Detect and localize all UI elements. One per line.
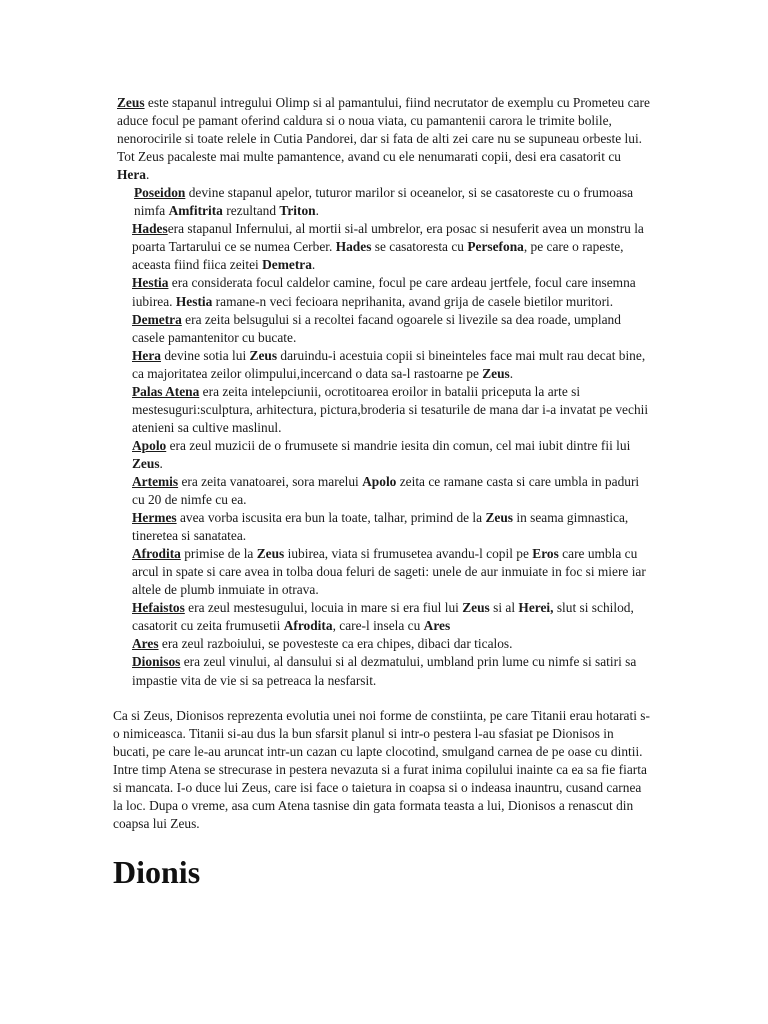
deity-name: Apolo — [132, 437, 167, 453]
paragraph-text: . — [159, 455, 163, 471]
deity-name: Palas Atena — [132, 383, 200, 399]
paragraph-text: . — [315, 203, 319, 219]
paragraph-text: era zeul muzicii de o frumusete si mandrie iesita din comun, cel mai iubit dintre fii lui — [166, 437, 631, 453]
deity-name: Dionisos — [132, 654, 181, 670]
deity-name: Hefaistos — [132, 600, 185, 616]
paragraph — [113, 599, 653, 635]
paragraph — [113, 220, 653, 274]
paragraph-text: , care-l insela cu — [332, 618, 424, 634]
deity-name: Poseidon — [134, 185, 186, 201]
paragraph-text: in seama gimnastica, tineretea si sanatatea. — [132, 510, 629, 544]
deity-name: Artemis — [132, 473, 179, 489]
paragraph-text: daruindu-i acestuia copii si bineinteles face mai mult rau decat bine, ca majoritatea zeilor olimpului,incercand o data sa-l rastoarne pe — [132, 347, 646, 381]
bold-name: Triton — [279, 203, 316, 219]
paragraph-text: devine stapanul apelor, tuturor marilor si oceanelor, si se casatoreste cu o frumoasa nimfa — [134, 185, 634, 219]
deity-name: Hades — [132, 221, 168, 237]
paragraph-text: slut si schilod, casatorit cu zeita frumusetii — [132, 600, 634, 634]
bold-name: Zeus — [462, 600, 490, 616]
paragraph — [113, 437, 653, 473]
paragraph — [113, 635, 653, 653]
paragraph-text: era zeita intelepciunii, ocrotitoarea eroilor in batalii priceputa la arte si mestesuguri:sculptura, arhitectura, pictura,broderia si tesaturile de mana dar i-a invatat pe vechii atenieni sa cultive maslinul. — [132, 383, 649, 435]
paragraph — [113, 473, 653, 509]
bold-name: Herei, — [518, 600, 554, 616]
paragraph-text: era zeul vinului, al dansului si al dezmatului, umbland prin lume cu nimfe si satiri sa impastie vita de vie si sa petreaca la nesfarsit. — [132, 654, 637, 688]
deity-name: Hera — [132, 347, 161, 363]
bold-name: Zeus — [485, 510, 513, 526]
bold-name: Persefona — [467, 239, 524, 255]
paragraph-text: devine sotia lui — [161, 347, 250, 363]
paragraph-text: este stapanul intregului Olimp si al pamantului, fiind necrutator de exemplu cu Prometeu care aduce focul pe pamant oferind caldura si o noua viata, cu pamantenii carora le trimite bolile, nenorocirile si toate relele in Cutia Pandorei, dar si fata de alti zei care nu se supuneau orbeste lui. Tot Zeus pacaleste mai multe pamantence, avand cu ele nenumarati copii, desi era casatorit cu — [117, 95, 650, 165]
bold-name: Afrodita — [283, 618, 333, 634]
paragraph-text: era stapanul Infernului, al mortii si-al umbrelor, era posac si nesuferit avea un monstru la poarta Tartarului ce se numea Cerber. — [132, 221, 644, 255]
paragraph-text: era zeul mestesugului, locuia in mare si era fiul lui — [184, 600, 463, 616]
paragraph-text: si al — [489, 600, 519, 616]
paragraph — [113, 509, 653, 545]
paragraph-text: se casatoresta cu — [371, 239, 468, 255]
paragraph-text: primise de la — [180, 546, 257, 562]
paragraph-text: avea vorba iscusita era bun la toate, talhar, primind de la — [176, 510, 486, 526]
bold-name: Zeus — [132, 455, 160, 471]
paragraph — [113, 184, 653, 220]
deity-name: Hermes — [132, 510, 177, 526]
document-body — [113, 94, 653, 833]
paragraph — [113, 94, 653, 184]
paragraph-text: rezultand — [222, 203, 280, 219]
paragraph-text: era considerata focul caldelor camine, focul pe care ardeau jertfele, focul care insemna iubirea. — [132, 275, 636, 309]
paragraph-text: era zeul razboiului, se povesteste ca era chipes, dibaci dar ticalos. — [158, 636, 513, 652]
paragraph-text: era zeita belsugului si a recoltei facand ogoarele si livezile sa dea roade, umpland casele pamantenitor cu bucate. — [132, 311, 621, 345]
section-heading: Dionis — [113, 854, 201, 890]
paragraph-text: . — [311, 257, 316, 273]
deity-name: Demetra — [132, 311, 182, 327]
bold-name: Ares — [423, 618, 451, 634]
paragraph-text: iubirea, viata si frumusetea avandu-l copil pe — [284, 546, 533, 562]
paragraph-text: ramane-n veci fecioara neprihanita, avand grija de casele bietilor muritori. — [212, 293, 614, 309]
bold-name: Amfitrita — [168, 203, 223, 219]
bold-name: Zeus — [249, 347, 278, 363]
paragraph — [113, 545, 653, 599]
paragraph-text: , pe care o rapeste, aceasta fiind fiica zeitei — [132, 239, 624, 273]
bold-name: Demetra — [262, 257, 312, 273]
bold-name: Hades — [335, 239, 372, 255]
bold-name: Zeus — [256, 546, 285, 562]
bold-name: Zeus — [482, 365, 510, 381]
paragraph-text: zeita ce ramane casta si care umbla in paduri cu 20 de nimfe cu ea. — [132, 473, 640, 508]
deity-name: Afrodita — [132, 546, 181, 562]
paragraph — [113, 311, 653, 347]
bold-name: Hestia — [175, 293, 213, 309]
paragraph — [113, 653, 653, 689]
paragraph-text: . — [146, 167, 150, 183]
paragraph-spacer — [113, 690, 653, 707]
deity-name: Zeus — [117, 95, 145, 110]
paragraph — [113, 383, 653, 437]
paragraph-text: . — [509, 365, 514, 381]
paragraph-text: Ca si Zeus, Dionisos reprezenta evolutia unei noi forme de constiinta, pe care Titanii erau hotarati s-o nimiceasca. Titanii si-au dus la bun sfarsit planul si intr-o pestera l-au sfasiat pe Dionisos in bucati, pe care le-au aruncat intr-un cazan cu lapte clocotind, smulgand carnea de pe oase cu dintii. Intre timp Atena se strecurase in pestera nevazuta si a furat inima copilului inainte ca ea sa fie fiarta si mancata. I-o duce lui Zeus, care isi face o taietura in coapsa si o indeasa inauntru, cusand carnea la loc. Dupa o vreme, asa cum Atena tasnise din gata formata teasta a lui, Dionisos a renascut din coapsa lui Zeus. — [113, 707, 650, 831]
bold-name: Eros — [532, 546, 559, 562]
paragraph-text: era zeita vanatoarei, sora marelui — [178, 473, 363, 489]
deity-name: Hestia — [132, 275, 169, 291]
paragraph — [113, 707, 653, 833]
paragraph — [113, 347, 653, 383]
paragraph — [113, 274, 653, 310]
bold-name: Apolo — [362, 473, 397, 489]
deity-name: Ares — [132, 636, 159, 652]
paragraph-text: care umbla cu arcul in spate si care avea in tolba doua feluri de sageti: unele de aur inmuiate in foc si miere iar altele de plumb inmuiate in otrava. — [132, 546, 646, 598]
bold-name: Hera — [117, 167, 146, 183]
